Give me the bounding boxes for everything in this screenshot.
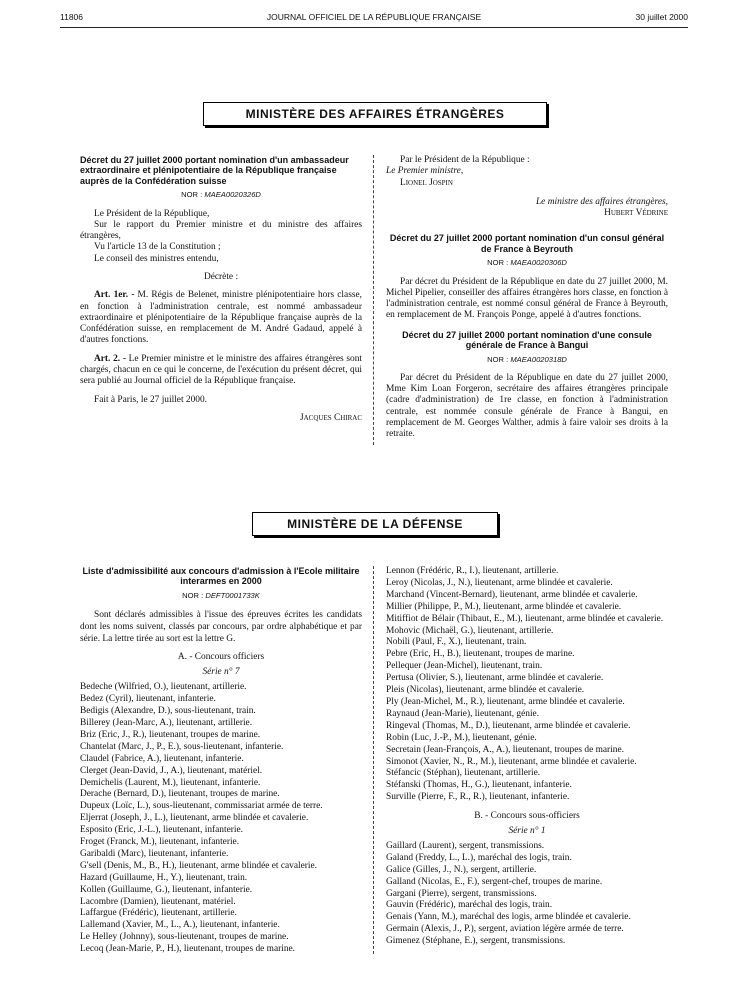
list-item: Nobili (Paul, F., X.), lieutenant, train. — [386, 637, 527, 648]
issue-date: 30 juillet 2000 — [635, 12, 688, 22]
list-item: Esposito (Eric, J.-L.), lieutenant, infanterie. — [80, 825, 243, 836]
list-item: Pellequer (Jean-Michel), lieutenant, train. — [386, 661, 543, 672]
serie-b-heading: Série n° 1 — [508, 826, 546, 837]
par-le-president: Par le Président de la République : — [400, 155, 530, 165]
paragraph: Le Président de la République, — [94, 208, 210, 219]
article-1: Art. 1er. - M. Régis de Belenet, ministre plénipotentiaire hors classe, en fonction à l'administration centrale, est nommé ambassadeur extraordinaire et plénipotentiaire de la République française auprès de la Confédération suisse, en remplacement de M. André Gadaud, appelé à d'autres fonctions. — [80, 290, 363, 346]
list-item: Clerget (Jean-David, J., A.), lieutenant, matériel. — [80, 765, 263, 776]
entries-officiers — [80, 682, 362, 956]
column-separator — [373, 566, 374, 954]
list-item: Pleis (Nicolas), lieutenant, arme blindée et cavalerie. — [386, 685, 585, 696]
list-item: Briz (Eric, J., R.), lieutenant, troupes de marine. — [80, 729, 261, 740]
ministre-ae: Le ministre des affaires étrangères, — [535, 196, 668, 207]
paragraph: Vu l'article 13 de la Constitution ; — [94, 242, 221, 253]
list-item: Galland (Nicolas, E., F.), sergent-chef, troupes de marine. — [386, 876, 603, 887]
decrete-heading: Décrète : — [203, 272, 239, 282]
list-item: Eljerrat (Joseph, J., L.), lieutenant, arme blindée et cavalerie. — [80, 813, 309, 824]
ministry-title: MINISTÈRE DE LA DÉFENSE — [287, 517, 463, 531]
list-item: Gauvin (Frédéric), maréchal des logis, train. — [386, 900, 553, 911]
list-item: Secretain (Jean-François, A., A.), lieutenant, troupes de marine. — [386, 744, 624, 755]
list-item: Derache (Bernard, D.), lieutenant, troupes de marine. — [80, 789, 280, 800]
journal-title: JOURNAL OFFICIEL DE LA RÉPUBLIQUE FRANÇAISE — [266, 12, 482, 22]
list-item: Millier (Philippe, P., M.), lieutenant, arme blindée et cavalerie. — [386, 601, 622, 612]
section-a-heading: A. - Concours officiers — [177, 652, 265, 663]
list-item: Gimenez (Stéphane, E.), sergent, transmissions. — [386, 936, 566, 947]
page-header — [60, 10, 688, 26]
ministry-title: MINISTÈRE DES AFFAIRES ÉTRANGÈRES — [245, 107, 505, 121]
list-item: Mohovic (Michaël, G.), lieutenant, artillerie. — [386, 625, 554, 636]
list-item: G'sell (Denis, M., B., H.), lieutenant, arme blindée et cavalerie. — [80, 860, 318, 871]
list-item: Stéfanski (Thomas, H., G.), lieutenant, infanterie. — [386, 780, 572, 791]
serie-a-heading: Série n° 7 — [202, 667, 240, 678]
entries-officiers-cont — [386, 566, 668, 804]
decree-ambassadeur — [80, 155, 362, 424]
list-item: Claudel (Fabrice, A.), lieutenant, infanterie. — [80, 753, 244, 764]
nor-reference: NOR : MAEA0020326D — [181, 190, 261, 200]
list-item: Galice (Gilles, J., N.), sergent, artillerie. — [386, 864, 537, 875]
decree-bangui-body: Par décret du Président de la République en date du 27 juillet 2000, Mme Kim Loan Forgeron, secrétaire des affaires étrangères principale (cadre d'administration) de 1re classe, en fonction à l'administration centrale, est nommée consule générale de France à Bangui, en remplacement de M. Georges Walther, admis à faire valoir ses droits à la retraite. — [386, 372, 668, 440]
list-item: Garibaldi (Marc), lieutenant, infanterie. — [80, 848, 229, 859]
mae-name: Hubert Védrine — [604, 208, 668, 219]
ministry-heading-affaires-etrangeres — [203, 102, 547, 126]
article-2: Art. 2. - Le Premier ministre et le ministre des affaires étrangères sont chargés, chacun en ce qui le concerne, de l'exécution du présent décret, qui sera publié au Journal officiel de la République française. — [80, 353, 362, 387]
paragraph: Sur le rapport du Premier ministre et du ministre des affaires étrangères, — [80, 219, 362, 242]
list-item: Laffargue (Frédéric), lieutenant, artillerie. — [80, 908, 237, 919]
list-item: Leroy (Nicolas, J., N.), lieutenant, arme blindée et cavalerie. — [386, 577, 613, 588]
list-item: Lennon (Frédéric, R., I.), lieutenant, artillerie. — [386, 566, 559, 576]
liste-title: Liste d'admissibilité aux concours d'admission à l'Ecole militaire interarmes en 2000 — [82, 566, 360, 587]
list-item: Bedigis (Alexandre, D.), sous-lieutenant, train. — [80, 706, 256, 717]
paragraph: Le conseil des ministres entendu, — [94, 253, 219, 264]
list-item: Hazard (Guillaume, H., Y.), lieutenant, train. — [80, 872, 248, 883]
nor-reference: NOR : MAEA0020318D — [487, 354, 567, 364]
decree-beyrouth-body: Par décret du Président de la République en date du 27 juillet 2000, M. Michel Pipelier, conseiller des affaires étrangères hors classe, en fonction à l'administration centrale, est nommé consul général de France à Beyrouth, en remplacement de M. François Ponge, appelé à d'autres fonctions. — [386, 276, 668, 321]
page-number: 11806 — [60, 12, 84, 22]
ministry-heading-defense — [252, 512, 498, 536]
list-item: Mitiffiot de Bélair (Thibaut, E., M.), lieutenant, arme blindée et cavalerie. — [386, 613, 664, 624]
decree-bangui-title: Décret du 27 juillet 2000 portant nomination d'une consule générale de France à Bangui — [402, 329, 652, 351]
list-item: Bedez (Cyril), lieutenant, infanterie. — [80, 694, 216, 705]
liste-continuation — [386, 566, 668, 948]
list-item: Chantelat (Marc, J., P., E.), sous-lieutenant, infanterie. — [80, 741, 284, 752]
list-item: Lacombre (Damien), lieutenant, matériel. — [80, 896, 236, 907]
list-item: Lecoq (Jean-Marie, P., H.), lieutenant, troupes de marine. — [80, 944, 296, 955]
nor-reference: NOR : MAEA0020306D — [487, 258, 567, 268]
list-item: Robin (Luc, J.-P., M.), lieutenant, génie. — [386, 732, 537, 743]
list-item: Stéfancic (Stéphan), lieutenant, artillerie. — [386, 768, 541, 779]
list-item: Simonot (Xavier, N., R., M.), lieutenant, arme blindée et cavalerie. — [386, 756, 637, 767]
liste-intro: Sont déclarés admissibles à l'issue des épreuves écrites les candidats dont les noms suivent, classés par concours, par ordre alphabétique et par série. La lettre tirée au sort est la lettre G. — [80, 609, 362, 644]
list-item: Ply (Jean-Michel, M., R.), lieutenant, arme blindée et cavalerie. — [386, 696, 625, 707]
list-item: Germain (Alexis, J., P.), sergent, aviation légère armée de terre. — [386, 924, 624, 935]
list-item: Billerey (Jean-Marc, A.), lieutenant, artillerie. — [80, 717, 253, 728]
signature-president: Jacques Chirac — [299, 412, 362, 423]
list-item: Bedeche (Wilfried, O.), lieutenant, artillerie. — [80, 682, 247, 693]
header-rule — [60, 27, 688, 28]
list-item: Froget (Franck, M.), lieutenant, infanterie. — [80, 837, 240, 848]
list-item: Pertusa (Olivier, S.), lieutenant, arme blindée et cavalerie. — [386, 673, 604, 684]
entries-sous-officiers — [386, 841, 668, 948]
list-item: Lallemand (Xavier, M., L., A.), lieutenant, infanterie. — [80, 920, 280, 931]
list-item: Pebre (Eric, H., B.), lieutenant, troupes de marine. — [386, 649, 575, 660]
list-item: Galand (Freddy, L., L.), maréchal des logis, train. — [386, 852, 572, 863]
section-b-heading: B. - Concours sous-officiers — [474, 811, 580, 822]
list-item: Surville (Pierre, F., R., R.), lieutenant, infanterie. — [386, 792, 570, 803]
decree-title: Décret du 27 juillet 2000 portant nomination d'un ambassadeur extraordinaire et plénipotentiaire de la République française auprès de la Confédération suisse — [80, 155, 349, 186]
list-item: Raynaud (Jean-Marie), lieutenant, génie. — [386, 708, 540, 719]
list-item: Marchand (Vincent-Bernard), lieutenant, arme blindée et cavalerie. — [386, 589, 638, 600]
column-separator — [373, 155, 374, 445]
list-item: Demichelis (Laurent, M.), lieutenant, infanterie. — [80, 777, 261, 788]
pm-name: Lionel Jospin — [400, 177, 453, 188]
list-item: Le Helley (Johnny), sous-lieutenant, troupes de marine. — [80, 932, 289, 943]
list-item: Ringeval (Thomas, M., D.), lieutenant, arme blindée et cavalerie. — [386, 720, 631, 731]
list-item: Kollen (Guillaume, G.), lieutenant, infanterie. — [80, 884, 253, 895]
list-item: Genais (Yann, M.), maréchal des logis, arme blindée et cavalerie. — [386, 912, 631, 923]
fait-a-paris: Fait à Paris, le 27 juillet 2000. — [94, 394, 208, 405]
decree-beyrouth-title: Décret du 27 juillet 2000 portant nomination d'un consul général de France à Beyrouth — [389, 233, 665, 254]
list-item: Dupeux (Loïc, L.), sous-lieutenant, commissariat armée de terre. — [80, 801, 323, 812]
premier-ministre: Le Premier ministre, — [386, 166, 464, 177]
nor-reference: NOR : DEFT0001733K — [182, 590, 260, 600]
list-item: Gaillard (Laurent), sergent, transmissions. — [386, 840, 545, 851]
list-item: Gargani (Pierre), sergent, transmissions. — [386, 888, 537, 899]
liste-admissibilite — [80, 566, 362, 956]
right-column-top — [386, 155, 668, 441]
